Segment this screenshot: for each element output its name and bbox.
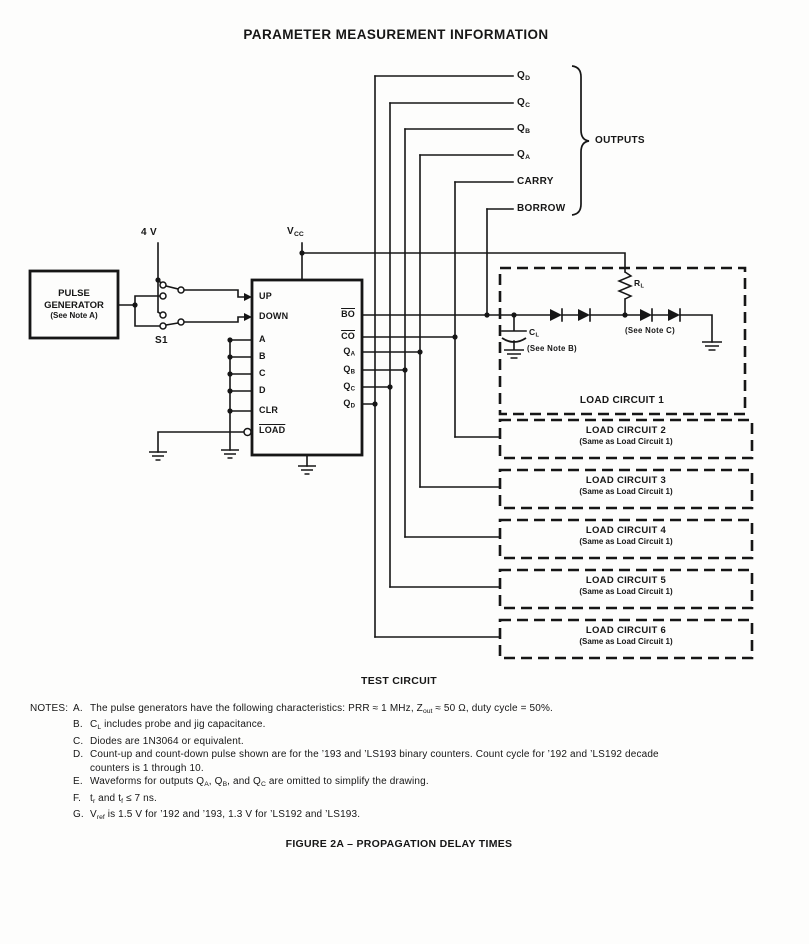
ic-pin-up: UP	[259, 291, 272, 301]
output-label-qc: $Q_C$	[517, 97, 531, 109]
cl-note-label: (See Note B)	[527, 344, 577, 353]
load-circuit-4-subtitle: (Same as Load Circuit 1)	[579, 537, 673, 546]
output-label-qa: $Q_A$	[517, 149, 531, 161]
output-label-borrow: BORROW	[517, 203, 566, 214]
ic-pin-qc: $Q_C$	[343, 381, 355, 393]
load-circuit-3-subtitle: (Same as Load Circuit 1)	[579, 487, 673, 496]
ground-icon	[702, 342, 722, 350]
load-circuit-5	[500, 570, 752, 608]
load-circuit-3	[500, 470, 752, 508]
note-text: Count-up and count-down pulse shown are for the ’193 and ’LS193 binary counters. Count cycle for ’192 and ’LS192 decade counters is 1 through 10.	[90, 749, 659, 774]
vcc-label: $V_{CC}$	[287, 226, 304, 238]
load-circuit-4	[500, 520, 752, 558]
ic-pin-down: DOWN	[259, 311, 289, 321]
note-item-f	[73, 792, 773, 808]
outputs-brace	[572, 66, 589, 215]
note-letter: D.	[73, 749, 84, 761]
ground-icon	[504, 350, 524, 358]
load-circuit-2	[500, 420, 752, 458]
ic-pin-bo: $\overline{BO}$	[341, 309, 355, 319]
note-letter: F.	[73, 792, 82, 804]
rl-label: $R_L$	[634, 278, 644, 290]
load-circuit-1-label: LOAD CIRCUIT 1	[579, 395, 665, 406]
note-item-e	[73, 775, 773, 791]
counter-ic-box	[252, 280, 362, 455]
pulse-generator-box	[31, 272, 117, 337]
capacitor-cl-symbol	[502, 338, 526, 342]
load-circuit-6-title: LOAD CIRCUIT 6	[585, 625, 667, 636]
caption-figure: FIGURE 2A – PROPAGATION DELAY TIMES	[285, 838, 513, 850]
ground-icon	[298, 466, 316, 474]
note-item-g	[73, 808, 773, 824]
supply-4v-label: 4 V	[141, 227, 157, 238]
load-circuit-3-title: LOAD CIRCUIT 3	[585, 475, 667, 486]
load-inverter-bubble	[244, 429, 251, 436]
load-circuit-2-title: LOAD CIRCUIT 2	[585, 425, 667, 436]
note-item-c	[73, 735, 773, 749]
pulse-generator-note: (See Note A)	[50, 311, 98, 320]
load-circuit-5-subtitle: (Same as Load Circuit 1)	[579, 587, 673, 596]
pulse-generator-name-line1: PULSE	[58, 288, 90, 299]
ic-pin-a: A	[259, 334, 266, 344]
ic-pin-qa: $Q_A$	[343, 346, 355, 358]
note-letter: A.	[73, 703, 83, 714]
note-item-a	[73, 702, 773, 718]
note-text: $C_L$ includes probe and jig capacitance.	[90, 719, 266, 732]
ic-pin-c: C	[259, 368, 266, 378]
ground-icon	[149, 452, 167, 460]
note-text: $t_r$ and $t_f \le 7$ ns.	[90, 792, 157, 805]
note-text: The pulse generators have the following characteristics: PRR ≈ 1 MHz, $Z_{out} \approx 50$ Ω, duty cycle = 50%.	[90, 703, 553, 715]
page-title: PARAMETER MEASUREMENT INFORMATION	[243, 27, 549, 42]
notes-list	[73, 702, 773, 824]
load-circuit-6	[500, 620, 752, 658]
outputs-group-label: OUTPUTS	[595, 135, 645, 146]
note-letter: G.	[73, 809, 84, 821]
note-letter: E.	[73, 776, 83, 788]
load-circuit-6-subtitle: (Same as Load Circuit 1)	[579, 637, 673, 646]
load-circuit-5-title: LOAD CIRCUIT 5	[585, 575, 667, 586]
note-text: Diodes are 1N3064 or equivalent.	[90, 735, 244, 747]
switch-s1-label: S1	[155, 335, 168, 346]
cl-label: $C_L$	[529, 327, 539, 339]
ic-pin-load: LOAD	[259, 425, 286, 435]
ic-pin-co: $\overline{CO}$	[341, 331, 355, 341]
output-label-qd: $Q_D$	[517, 70, 531, 82]
ic-pin-qd: $Q_D$	[343, 398, 355, 410]
switch-contacts	[160, 282, 251, 436]
diodes-note-label: (See Note C)	[625, 326, 675, 335]
note-letter: C.	[73, 735, 84, 747]
resistor-rl-symbol	[619, 272, 631, 299]
caption-test-circuit: TEST CIRCUIT	[361, 675, 437, 687]
note-text: Waveforms for outputs $Q_A$, $Q_B$, and $Q_C$ are omitted to simplify the drawing.	[90, 776, 429, 789]
ic-pin-d: D	[259, 385, 266, 395]
output-label-qb: $Q_B$	[517, 123, 531, 135]
ground-icon	[221, 450, 239, 458]
pulse-generator-name-line2: GENERATOR	[44, 299, 104, 311]
ic-pin-clr: CLR	[259, 405, 279, 415]
load-circuit-4-title: LOAD CIRCUIT 4	[585, 525, 667, 536]
note-item-b	[73, 718, 773, 734]
ic-pin-b: B	[259, 351, 266, 361]
note-text: $V_{ref}$ is 1.5 V for ’192 and ’193, 1.3 V for ’LS192 and ’LS193.	[90, 809, 361, 821]
junction-dots	[132, 250, 627, 413]
notes-heading: NOTES:	[30, 703, 69, 714]
notes-section	[30, 702, 773, 824]
note-letter: B.	[73, 719, 83, 731]
output-label-carry: CARRY	[517, 176, 554, 187]
note-item-d	[73, 748, 773, 775]
ic-pin-qb: $Q_B$	[343, 364, 355, 376]
load-circuit-2-subtitle: (Same as Load Circuit 1)	[579, 437, 673, 446]
